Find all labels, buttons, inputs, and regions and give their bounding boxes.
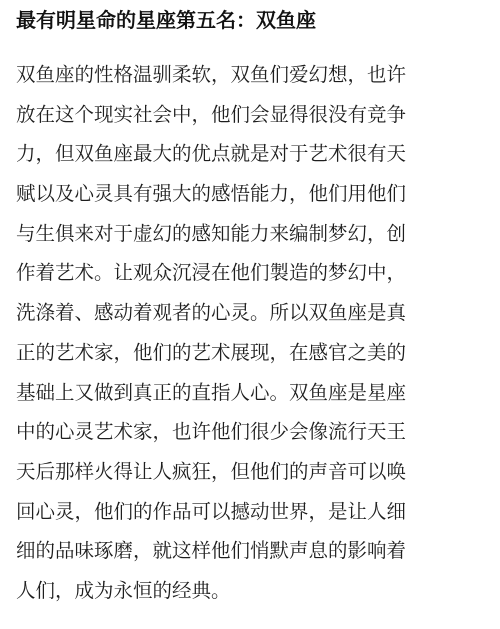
paragraph-line: 人们，成为永恒的经典。 xyxy=(16,578,231,602)
paragraph-line: 放在这个现实社会中，他们会显得很没有竞争 xyxy=(16,102,407,126)
paragraph-line: 天后那样火得让人疯狂，但他们的声音可以唤 xyxy=(16,459,407,483)
paragraph-line: 力，但双鱼座最大的优点就是对于艺术很有天 xyxy=(16,142,407,166)
article-heading: 最有明星命的星座第五名：双鱼座 xyxy=(16,8,316,32)
paragraph-line: 作着艺术。让观众沉浸在他们製造的梦幻中， xyxy=(16,261,407,285)
paragraph-line: 赋以及心灵具有强大的感悟能力，他们用他们 xyxy=(16,182,407,206)
paragraph-line: 细的品味琢磨，就这样他们悄默声息的影响着 xyxy=(16,539,407,563)
paragraph-line: 双鱼座的性格温驯柔软，双鱼们爱幻想，也许 xyxy=(16,63,407,86)
paragraph-line: 回心灵，他们的作品可以撼动世界，是让人细 xyxy=(16,499,407,523)
paragraph-line: 正的艺术家，他们的艺术展现，在感官之美的 xyxy=(16,340,407,364)
article-paragraph xyxy=(16,55,491,611)
paragraph-line: 中的心灵艺术家，也许他们很少会像流行天王 xyxy=(16,420,407,444)
paragraph-line: 与生俱来对于虚幻的感知能力来编制梦幻，创 xyxy=(16,221,407,245)
paragraph-line: 基础上又做到真正的直指人心。双鱼座是星座 xyxy=(16,380,407,404)
paragraph-line: 洗涤着、感动着观者的心灵。所以双鱼座是真 xyxy=(16,301,407,325)
